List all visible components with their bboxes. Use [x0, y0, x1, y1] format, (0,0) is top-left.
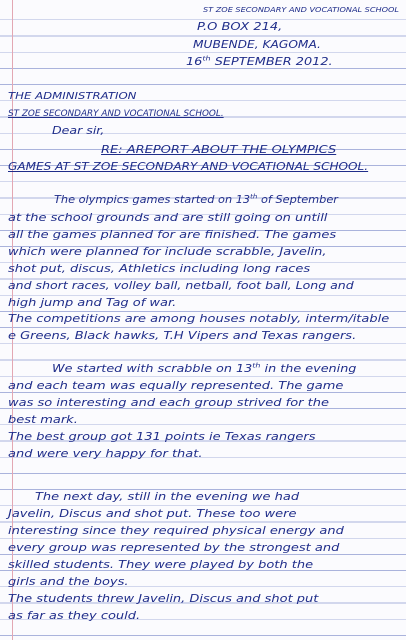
body-line: Javelin, Discus and shot put. These too were: [8, 508, 297, 520]
subject-line: GAMES AT ST ZOE SECONDARY AND VOCATIONAL SCHOOL.: [8, 161, 369, 173]
body-line: interesting since they required physical energy and: [8, 525, 344, 537]
letter-date: 16th SEPTEMBER 2012.: [186, 54, 333, 68]
body-line: The competitions are among houses notably, interm/itable: [8, 313, 390, 325]
body-line: best mark.: [8, 414, 78, 426]
sender-town: MUBENDE, KAGOMA.: [193, 39, 321, 51]
recipient-school: ST ZOE SECONDARY AND VOCATIONAL SCHOOL.: [8, 109, 224, 119]
sender-school: ST ZOE SECONDARY AND VOCATIONAL SCHOOL: [203, 5, 399, 14]
body-line: every group was represented by the strongest and: [8, 542, 340, 554]
body-line: skilled students. They were played by both the: [8, 559, 314, 571]
body-line: as far as they could.: [8, 610, 141, 622]
body-line: at the school grounds and are still going on untill: [8, 212, 328, 224]
recipient-line: THE ADMINISTRATION: [8, 91, 137, 102]
body-line: and were very happy for that.: [8, 448, 203, 460]
body-line: The students threw Javelin, Discus and shot put: [8, 593, 319, 605]
body-line: shot put, discus, Athletics including long races: [8, 263, 311, 275]
body-line: The next day, still in the evening we had: [35, 491, 300, 503]
body-line: was so interesting and each group strived for the: [8, 397, 329, 409]
subject-line: RE: AREPORT ABOUT THE OLYMPICS: [101, 144, 337, 156]
body-line: which were planned for include scrabble, Javelin,: [8, 246, 327, 258]
body-line: e Greens, Black hawks, T.H Vipers and Texas rangers.: [8, 330, 357, 342]
body-line: We started with scrabble on 13th in the evening: [52, 361, 357, 375]
body-line: high jump and Tag of war.: [8, 297, 177, 309]
body-line: girls and the boys.: [8, 576, 129, 588]
body-line: and short races, volley ball, netball, foot ball, Long and: [8, 280, 354, 292]
body-line: The best group got 131 points ie Texas rangers: [8, 431, 316, 443]
body-line: all the games planned for are finished. The games: [8, 229, 337, 241]
sender-box: P.O BOX 214,: [197, 21, 283, 33]
body-line: The olympics games started on 13th of September: [54, 192, 338, 206]
salutation: Dear sir,: [52, 125, 105, 137]
body-line: and each team was equally represented. The game: [8, 380, 344, 392]
